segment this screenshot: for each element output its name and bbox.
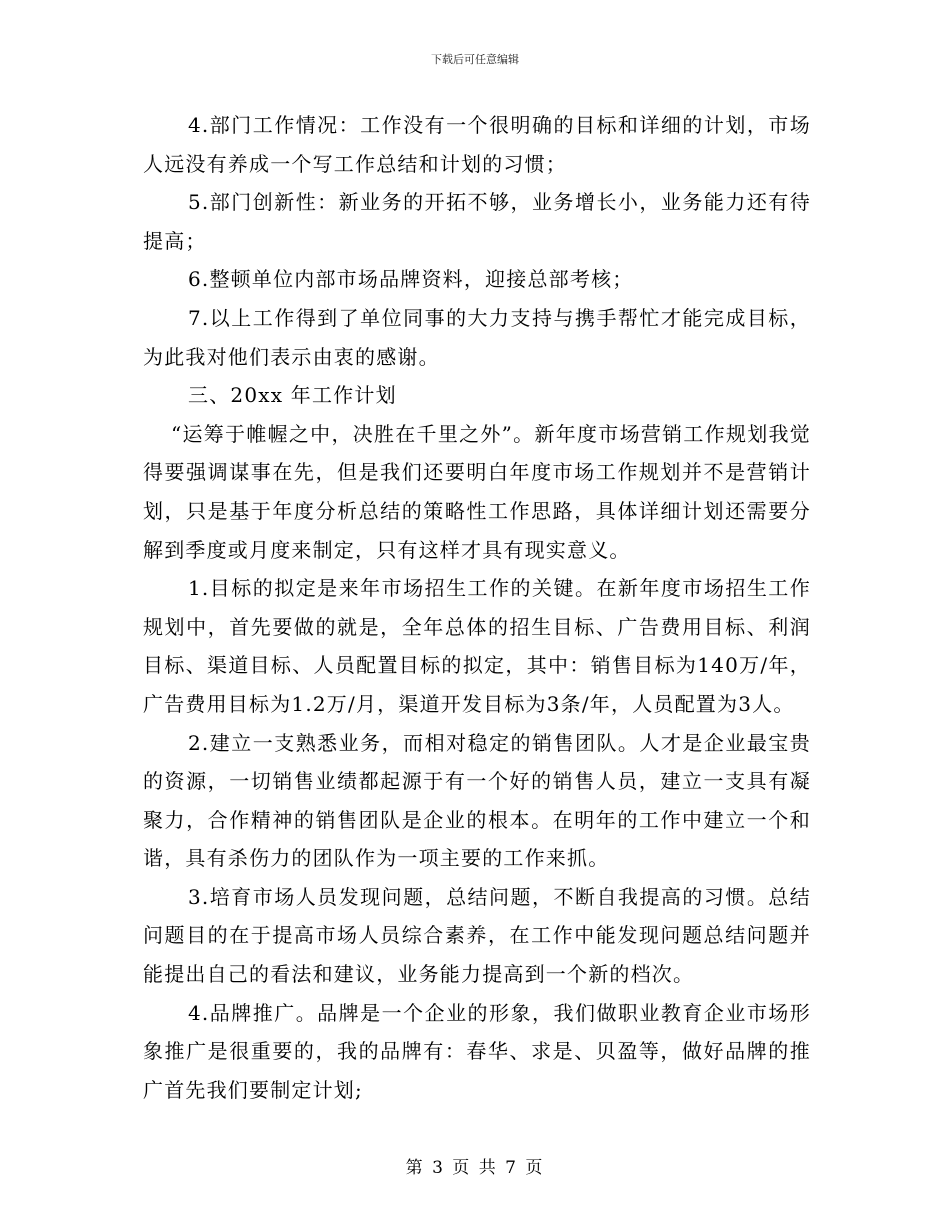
page-number-footer: 第 3 页 共 7 页 [405,1158,545,1178]
paragraph-brand-promotion: 4.品牌推广。品牌是一个企业的形象，我们做职业教育企业市场形象推广是很重要的，我的品牌有：春华、求是、贝盈等，做好品牌的推广首先我们要制定计划; [143,1000,811,1102]
paragraph-dept-work-status: 4.部门工作情况：工作没有一个很明确的目标和详细的计划，市场人远没有养成一个写工作总结和计划的习惯； [143,113,811,176]
section-heading-work-plan: 三、20xx 年工作计划 [188,383,397,408]
paragraph-sales-team: 2.建立一支熟悉业务，而相对稳定的销售团队。人才是企业最宝贵的资源，一切销售业绩都起源于有一个好的销售人员，建立一支具有凝聚力，合作精神的销售团队是企业的根本。在明年的工作中建立一个和谐，具有杀伤力的团队作为一项主要的工作来抓。 [143,730,811,871]
paragraph-plan-goals: 1.目标的拟定是来年市场招生工作的关键。在新年度市场招生工作规划中，首先要做的就是，全年总体的招生目标、广告费用目标、利润目标、渠道目标、人员配置目标的拟定，其中：销售目标为140万/年，广告费用目标为1.2万/月，渠道开发目标为3条/年，人员配置为3人。 [143,576,811,716]
paragraph-plan-intro: “运筹于帷幄之中，决胜在千里之外”。新年度市场营销工作规划我觉得要强调谋事在先，但是我们还要明白年度市场工作规划并不是营销计划，只是基于年度分析总结的策略性工作思路，具体详细计划还需要分解到季度或月度来制定，只有这样才具有现实意义。 [143,421,811,562]
page-header-note: 下载后可任意编辑 [431,53,519,66]
paragraph-thanks: 7.以上工作得到了单位同事的大力支持与携手帮忙才能完成目标，为此我对他们表示由衷的感谢。 [143,305,811,369]
document-body [143,106,811,1109]
paragraph-problem-solving: 3.培育市场人员发现问题，总结问题，不断自我提高的习惯。总结问题目的在于提高市场人员综合素养，在工作中能发现问题总结问题并能提出自己的看法和建议，业务能力提高到一个新的档次。 [143,884,811,987]
paragraph-brand-materials: 6.整顿单位内部市场品牌资料，迎接总部考核； [188,267,634,292]
paragraph-dept-innovation: 5.部门创新性：新业务的开拓不够，业务增长小，业务能力还有待提高； [143,190,811,253]
